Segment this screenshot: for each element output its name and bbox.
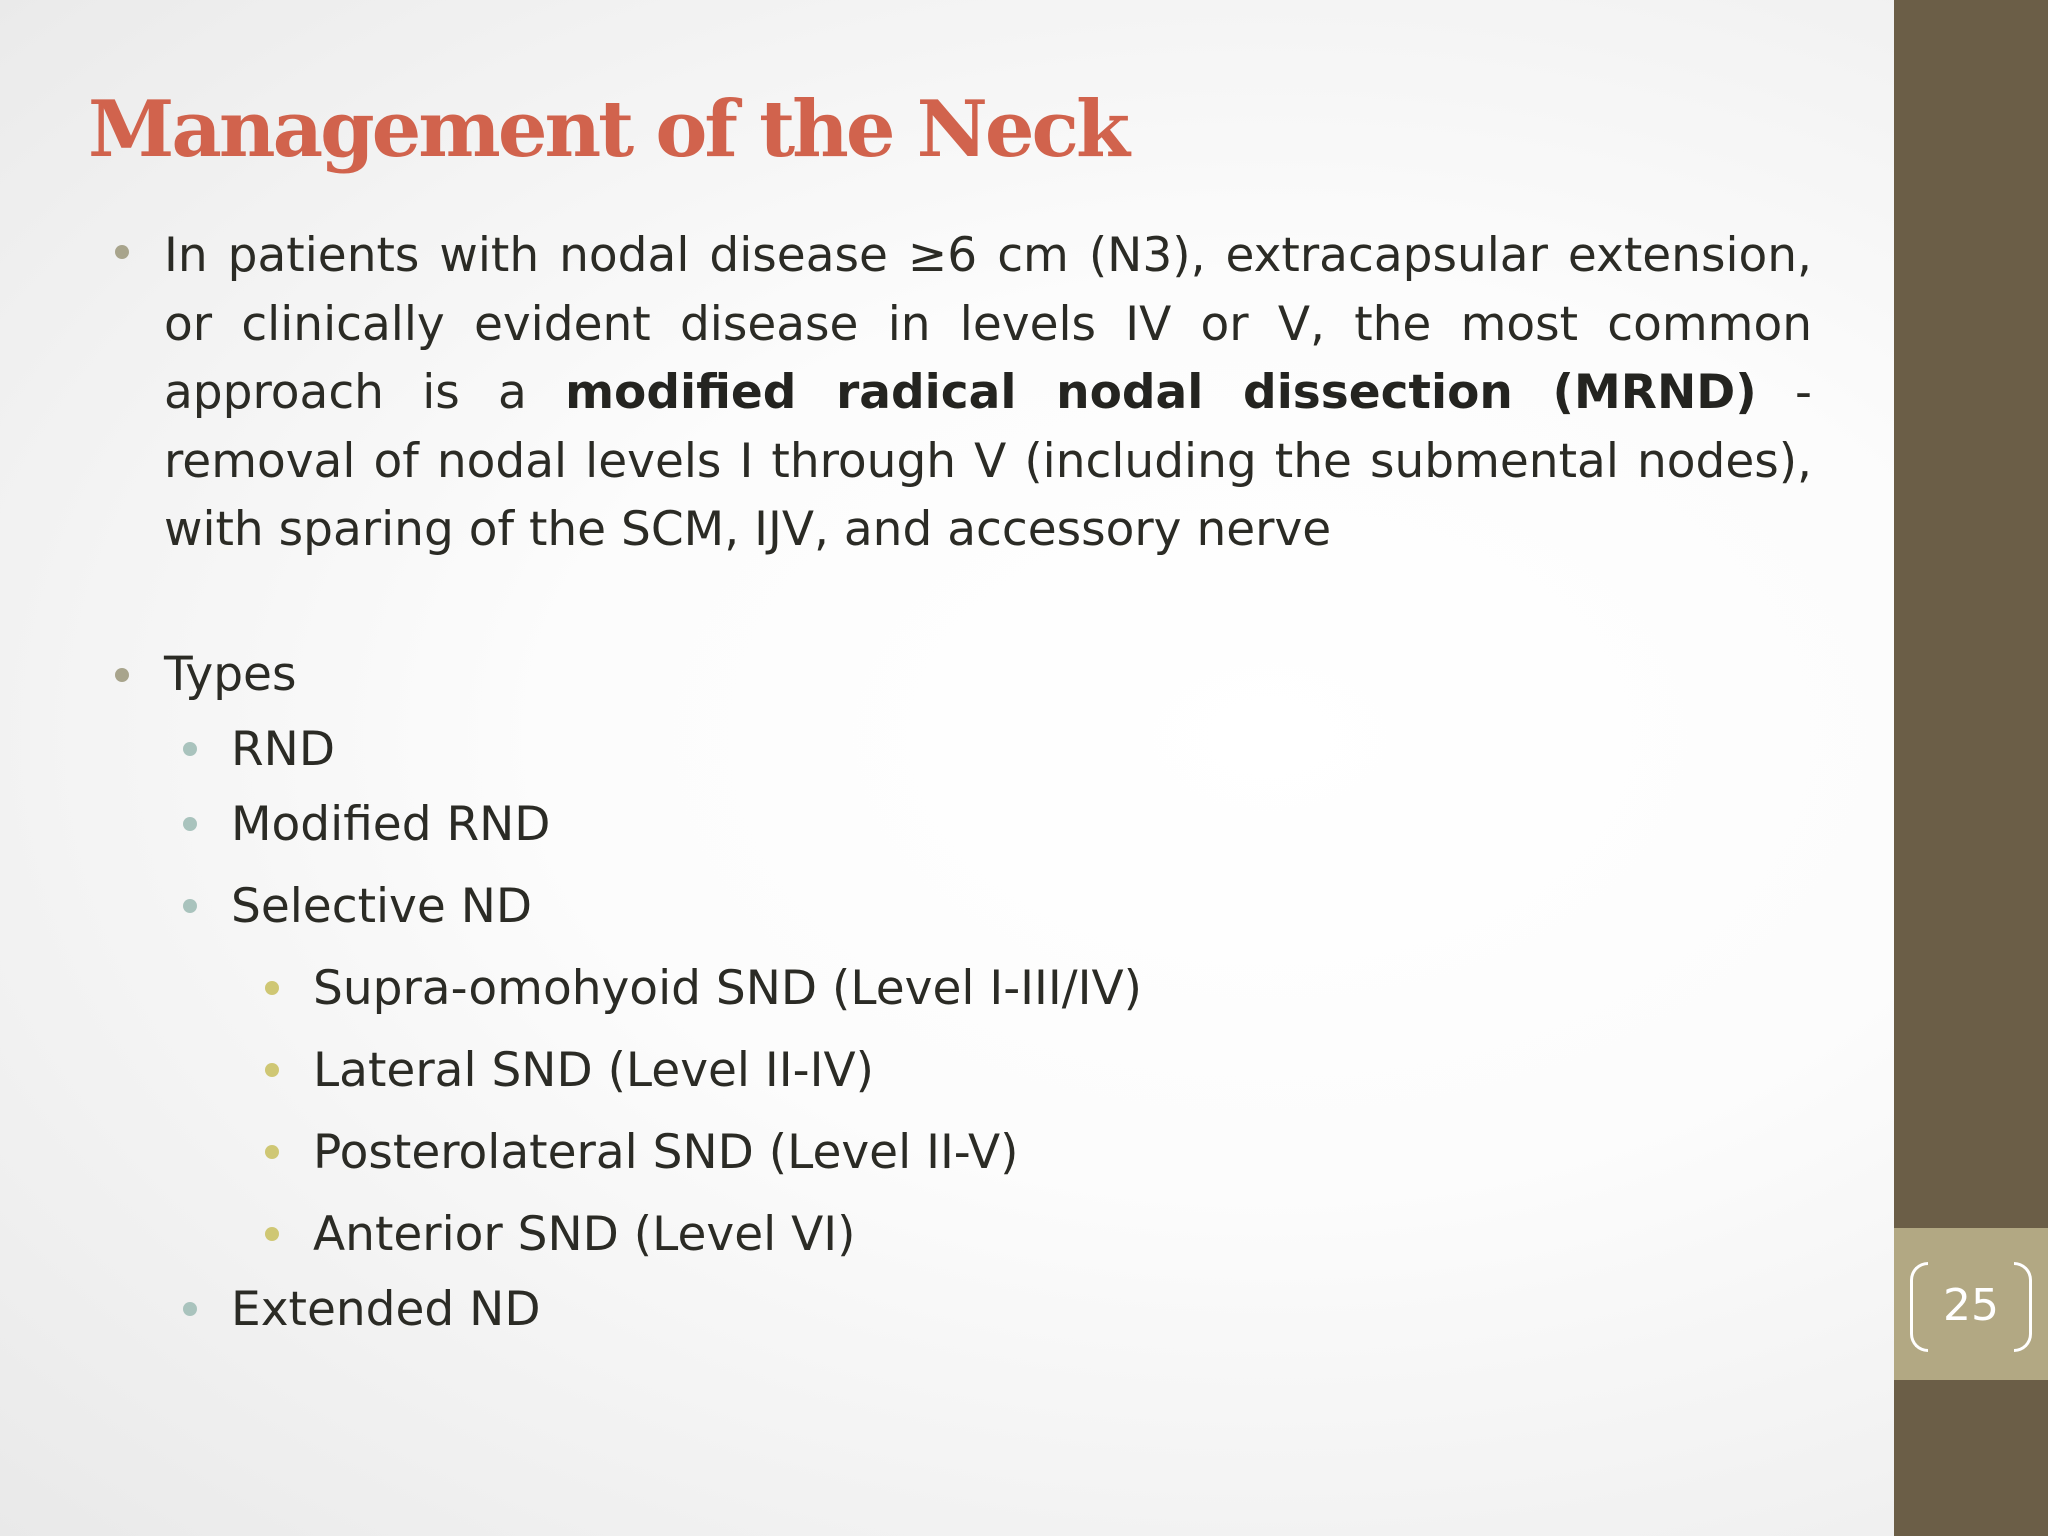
bullet-text-start: In patients with nodal disease ≥6 cm (N3), extracapsular extension, or clinically evident disease in levels IV or V, the most common approach is a bbox=[164, 228, 1812, 420]
bullet-dot-icon bbox=[183, 899, 197, 913]
bullet-dot-icon bbox=[265, 1145, 279, 1159]
list-item: Supra-omohyoid SND (Level I-III/IV) bbox=[313, 961, 1142, 1016]
list-item: Extended ND bbox=[231, 1282, 541, 1337]
bullet-bold-term: modified radical nodal dissection (MRND) bbox=[565, 365, 1757, 420]
bullet-dot-icon bbox=[115, 245, 129, 259]
bullet-dot-icon bbox=[265, 1063, 279, 1077]
bullet-dot-icon bbox=[265, 1227, 279, 1241]
list-item: Anterior SND (Level VI) bbox=[313, 1207, 856, 1262]
list-item: Selective ND bbox=[231, 879, 533, 934]
bullet-dot-icon bbox=[265, 981, 279, 995]
slide-title: Management of the Neck bbox=[88, 84, 1128, 175]
page-number-box bbox=[1894, 1228, 2048, 1380]
page-number: 25 bbox=[1943, 1280, 1999, 1331]
list-item: Lateral SND (Level II-IV) bbox=[313, 1043, 874, 1098]
list-item: Modified RND bbox=[231, 797, 551, 852]
bullet-paragraph bbox=[164, 222, 1812, 565]
list-item: RND bbox=[231, 722, 336, 777]
list-item: Posterolateral SND (Level II-V) bbox=[313, 1125, 1019, 1180]
bullet-dot-icon bbox=[183, 817, 197, 831]
types-heading: Types bbox=[164, 647, 297, 702]
bullet-dot-icon bbox=[115, 668, 129, 682]
bullet-text-end: - removal of nodal levels I through V (including the submental nodes), with sparing of the SCM, IJV, and accessory nerve bbox=[164, 365, 1812, 557]
bullet-dot-icon bbox=[183, 1302, 197, 1316]
bullet-dot-icon bbox=[183, 742, 197, 756]
